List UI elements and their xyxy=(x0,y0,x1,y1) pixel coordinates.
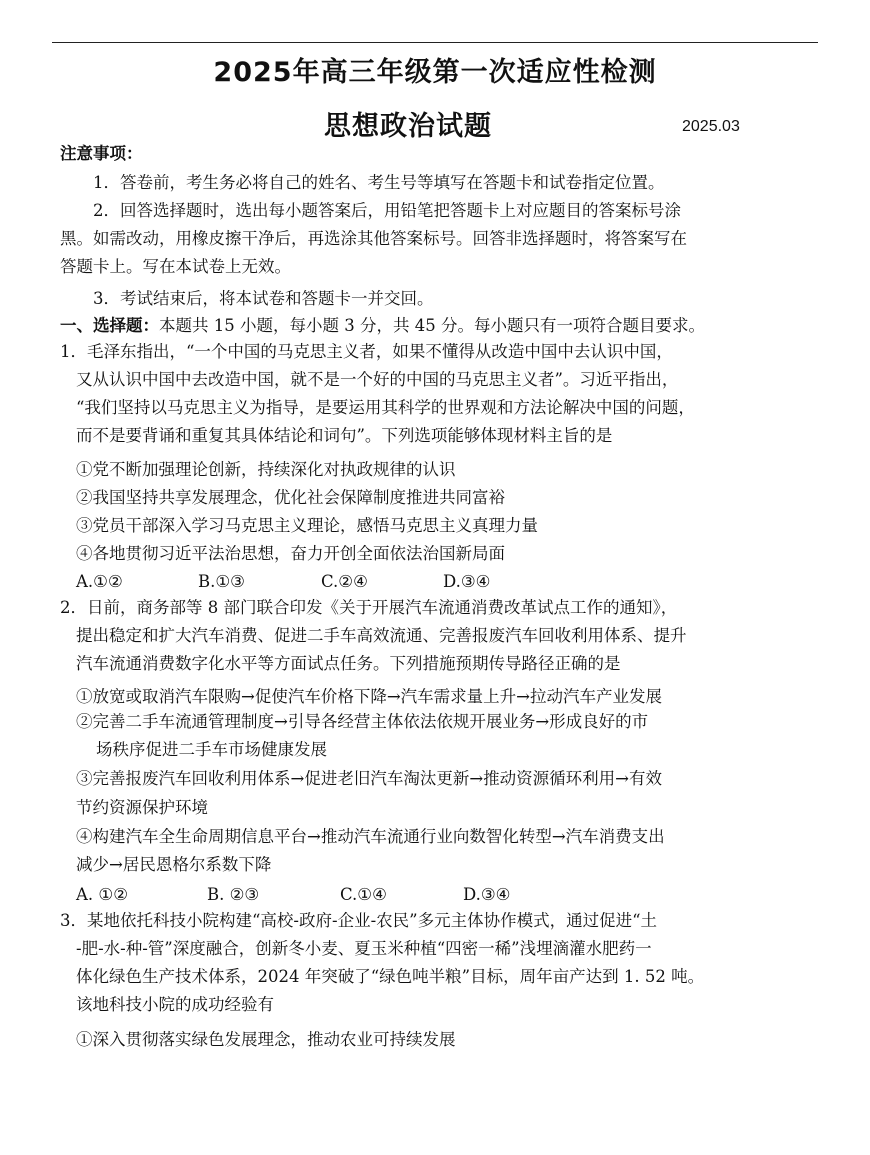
q1-item: ④各地贯彻习近平法治思想，奋力开创全面依法治国新局面 xyxy=(76,544,505,563)
q2-item-cont: 场秩序促进二手车市场健康发展 xyxy=(96,740,327,759)
q2-item: ④构建汽车全生命周期信息平台→推动汽车流通行业向数智化转型→汽车消费支出 xyxy=(76,827,665,846)
q2-option-d[interactable]: D.③④ xyxy=(463,885,511,904)
q2-item-cont: 减少→居民恩格尔系数下降 xyxy=(76,855,272,874)
q2-options xyxy=(76,887,576,907)
q3-stem-line: -肥-水-种-管”深度融合，创新冬小麦、夏玉米种植“四密一稀”浅埋滴灌水肥药一 xyxy=(76,939,652,958)
q1-item: ③党员干部深入学习马克思主义理论，感悟马克思主义真理力量 xyxy=(76,516,538,535)
notice-line: 2．回答选择题时，选出每小题答案后，用铅笔把答题卡上对应题目的答案标号涂 xyxy=(93,201,681,220)
exam-subject: 思想政治试题 xyxy=(324,111,492,142)
notice-line: 黑。如需改动，用橡皮擦干净后，再选涂其他答案标号。回答非选择题时，将答案写在 xyxy=(60,229,687,248)
q2-item-cont: 节约资源保护环境 xyxy=(76,798,208,817)
exam-title: 2025年高三年级第一次适应性检测 xyxy=(213,57,657,88)
q3-item: ①深入贯彻落实绿色发展理念，推动农业可持续发展 xyxy=(76,1030,456,1049)
q1-options xyxy=(76,574,576,594)
notice-line: 3．考试结束后，将本试卷和答题卡一并交回。 xyxy=(93,289,434,308)
exam-date: 2025.03 xyxy=(682,118,740,135)
section-text: 本题共 15 小题，每小题 3 分，共 45 分。每小题只有一项符合题目要求。 xyxy=(159,316,705,335)
q1-stem-line: “我们坚持以马克思主义为指导，是要运用其科学的世界观和方法论解决中国的问题， xyxy=(76,398,695,417)
q2-stem-line: 提出稳定和扩大汽车消费、促进二手车高效流通、完善报废汽车回收利用体系、提升 xyxy=(76,626,687,645)
q1-stem-line: 又从认识中国中去改造中国，就不是一个好的中国的马克思主义者”。习近平指出， xyxy=(76,370,679,389)
q2-stem-line: 汽车流通消费数字化水平等方面试点任务。下列措施预期传导路径正确的是 xyxy=(76,654,621,673)
q2-stem-line: 2．日前，商务部等 8 部门联合印发《关于开展汽车流通消费改革试点工作的通知》， xyxy=(60,598,678,617)
q1-option-b[interactable]: B.①③ xyxy=(198,572,245,591)
top-rule xyxy=(52,42,818,43)
q1-option-c[interactable]: C.②④ xyxy=(321,572,368,591)
q3-stem-line: 该地科技小院的成功经验有 xyxy=(76,995,274,1014)
q1-item: ②我国坚持共享发展理念，优化社会保障制度推进共同富裕 xyxy=(76,488,505,507)
section-label: 一、选择题： xyxy=(60,316,159,335)
q3-stem-line: 体化绿色生产技术体系，2024 年突破了“绿色吨半粮”目标，周年亩产达到 1. 52 吨。 xyxy=(76,967,705,986)
section-heading xyxy=(60,318,705,335)
q2-item: ①放宽或取消汽车限购→促使汽车价格下降→汽车需求量上升→拉动汽车产业发展 xyxy=(76,687,662,706)
q3-stem-line: 3．某地依托科技小院构建“高校-政府-企业-农民”多元主体协作模式，通过促进“土 xyxy=(60,911,658,930)
q2-option-b[interactable]: B. ②③ xyxy=(207,885,260,904)
q1-stem-line: 而不是要背诵和重复其具体结论和词句”。下列选项能够体现材料主旨的是 xyxy=(76,426,613,445)
q2-option-a[interactable]: A. ①② xyxy=(76,885,128,904)
q1-option-a[interactable]: A.①② xyxy=(76,572,123,591)
q1-option-d[interactable]: D.③④ xyxy=(443,572,491,591)
q1-stem-line: 1．毛泽东指出，“一个中国的马克思主义者，如果不懂得从改造中国中去认识中国， xyxy=(60,342,673,361)
q2-option-c[interactable]: C.①④ xyxy=(340,885,387,904)
q2-item: ②完善二手车流通管理制度→引导各经营主体依法依规开展业务→形成良好的市 xyxy=(76,712,649,731)
q2-item: ③完善报废汽车回收利用体系→促进老旧汽车淘汰更新→推动资源循环利用→有效 xyxy=(76,769,662,788)
q1-item: ①党不断加强理论创新，持续深化对执政规律的认识 xyxy=(76,460,456,479)
notice-heading: 注意事项： xyxy=(60,144,143,163)
notice-line: 答题卡上。写在本试卷上无效。 xyxy=(60,257,291,276)
notice-line: 1．答卷前，考生务必将自己的姓名、考生号等填写在答题卡和试卷指定位置。 xyxy=(93,173,665,192)
